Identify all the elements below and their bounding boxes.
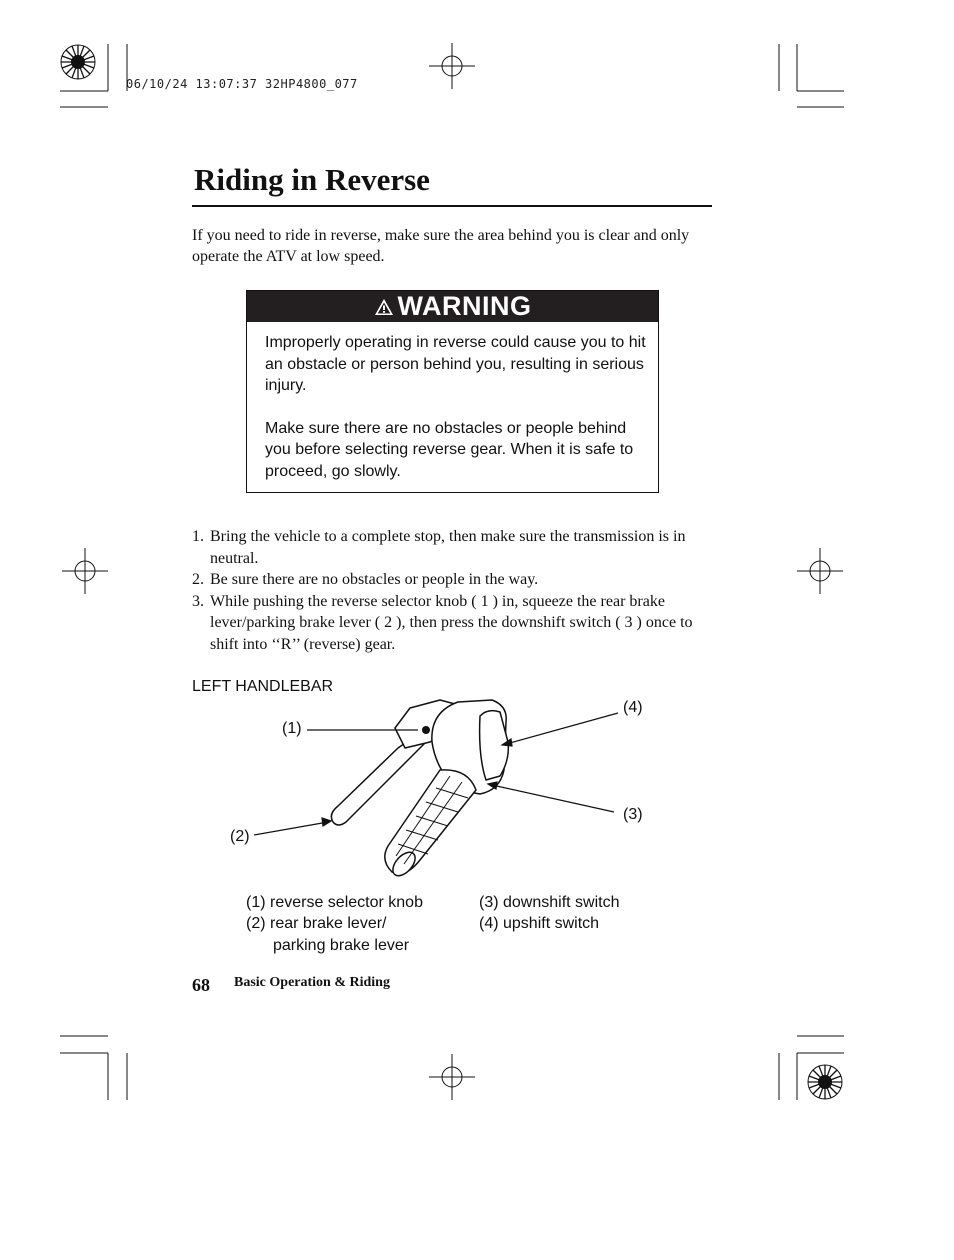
callout-2: (2) xyxy=(230,828,250,845)
page-number: 68 xyxy=(192,975,210,995)
step-text: While pushing the reverse selector knob ( 1 ) in, squeeze the rear brake lever/parking brake lever ( 2 ), then press the downshift switch ( 3 ) once to shift into ‘‘R’’ (reverse) gear. xyxy=(210,592,693,653)
intro-paragraph: If you need to ride in reverse, make sure the area behind you is clear and only operate the ATV at low speed. xyxy=(192,227,690,265)
warning-paragraph: Improperly operating in reverse could cause you to hit an obstacle or person behind you, resulting in serious injury. xyxy=(265,334,646,394)
callout-3: (3) xyxy=(623,806,643,823)
legend-item-3: (3) downshift switch xyxy=(479,894,620,911)
warning-paragraph: Make sure there are no obstacles or people behind you before selecting reverse gear. When it is safe to proceed, go slowly. xyxy=(265,419,634,480)
callout-4: (4) xyxy=(623,699,643,716)
step-number: 3. xyxy=(192,592,204,610)
footer-section-title: Basic Operation & Riding xyxy=(234,975,390,990)
step-number: 1. xyxy=(192,528,204,545)
print-timestamp: 06/10/24 13:07:37 32HP4800_077 xyxy=(126,77,358,91)
legend-item-4: (4) upshift switch xyxy=(479,915,600,932)
legend-item-2-cont: parking brake lever xyxy=(273,937,410,954)
legend-item-1: (1) reverse selector knob xyxy=(246,894,423,911)
step-text: Bring the vehicle to a complete stop, then make sure the transmission is in neutral. xyxy=(210,528,686,567)
callout-1: (1) xyxy=(282,720,302,737)
page-title: Riding in Reverse xyxy=(194,162,430,197)
step-number: 2. xyxy=(192,571,204,588)
legend-item-2: (2) rear brake lever/ xyxy=(246,915,387,932)
warning-heading: WARNING xyxy=(397,291,532,321)
step-text: Be sure there are no obstacles or people in the way. xyxy=(210,571,539,588)
figure-label: LEFT HANDLEBAR xyxy=(192,678,334,695)
